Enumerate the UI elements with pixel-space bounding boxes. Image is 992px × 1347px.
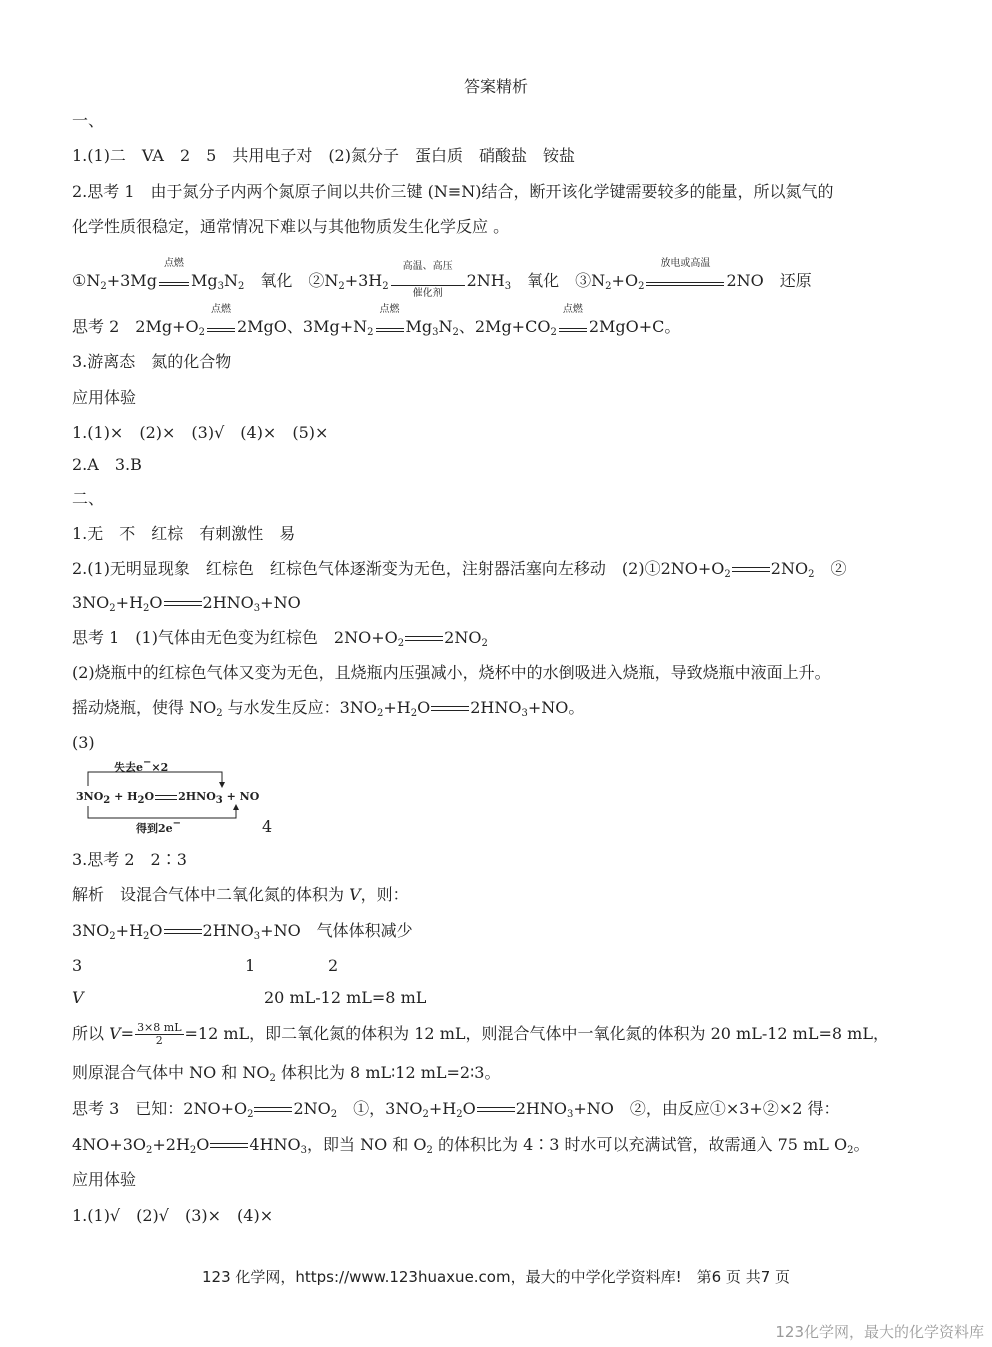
page-title: 答案精析 [463, 77, 528, 96]
answer-line: 思考 3 已知：$2NO+O_2$ $2NO_2$ ①，$3NO_2+H_2O$ $2HNO_3+NO$ ②，由反应①×3+②×2 得： [72, 1099, 840, 1120]
condition-label: 点燃 [163, 258, 184, 269]
equals-sign [210, 1143, 248, 1148]
text-fragment: 得到2e [136, 822, 173, 835]
reaction-arrow [646, 258, 724, 286]
answer-number: 4 [262, 817, 273, 836]
text-fragment: + NO [222, 790, 260, 803]
condition-label: 点燃 [562, 304, 583, 315]
text-fragment: 2.(1)无明显现象 红棕色 红棕色气体逐渐变为无色，注射器活塞向左移动 (2)①2NO+O [72, 559, 725, 578]
diagram-top-label: 失去e−×2 [114, 757, 169, 774]
text-fragment: ×2 [151, 761, 169, 774]
text-fragment: +2H [152, 1135, 190, 1154]
answer-line: $3NO_2+H_2O$ $2HNO_3+NO$ [72, 593, 301, 614]
condition-label: 点燃 [379, 304, 400, 315]
watermark: 123化学网，最大的化学资料库 [775, 1323, 984, 1341]
condition-label: 点燃 [210, 304, 231, 315]
text-fragment: 则原混合气体中 NO 和 NO [72, 1063, 270, 1082]
answer-line: 2.(1)无明显现象 红棕色 红棕色气体逐渐变为无色，注射器活塞向左移动 $(2)①2NO+O_2$ $2NO_2$ ② [72, 559, 847, 580]
text-fragment: N [438, 317, 453, 336]
text-fragment: 2HNO [202, 921, 254, 940]
text-fragment: 2HNO [202, 593, 254, 612]
answer-line: 1.(1)二 VA 2 5 共用电子对 (2)氮分子 蛋白质 硝酸盐 铵盐 [72, 146, 575, 165]
reversible-arrow [391, 261, 465, 299]
text-fragment: 氧化 ②N [244, 271, 339, 290]
text-fragment: ② [814, 559, 847, 578]
answer-line: 1.(1)× (2)× (3)√ (4)× (5)× [72, 423, 329, 442]
subscript: 2 [100, 281, 107, 292]
text-fragment: ，则： [360, 885, 409, 904]
condition-label: 高温、高压 [402, 261, 453, 272]
variable-v: V [72, 988, 84, 1007]
diagram-bottom-label: 得到2e− [136, 818, 182, 835]
answer-line: 3.思考 2 2∶3 [72, 850, 187, 869]
diagram-equation: $3NO_2 + H_2O$ $2HNO_3$ + NO [76, 790, 260, 806]
variable: V [349, 885, 361, 904]
text-fragment: 失去e [114, 761, 143, 774]
text-fragment: Mg [405, 317, 433, 336]
text-fragment: O [196, 1135, 210, 1154]
text-fragment: Mg [190, 271, 218, 290]
equals-sign [254, 1107, 292, 1112]
reaction-line: $①N_2+3Mg$ 点燃 $Mg_3N_2$ 氧化 $②N_2+3H_2$ 高温、高压 催化剂 $2NH_3$ 氧化 $③N_2+O_2$ 放电或高温 2NO 还原 [72, 258, 812, 299]
text-fragment: 3NO [72, 593, 110, 612]
equals-sign [431, 706, 469, 711]
text-fragment: N [223, 271, 238, 290]
subheading: 应用体验 [72, 1170, 137, 1189]
text-fragment: O [462, 1099, 476, 1118]
text-fragment: 2MgO+C。 [588, 317, 681, 336]
text-fragment: +NO [260, 593, 301, 612]
text-fragment: 2NO [770, 559, 809, 578]
text-fragment: 2HNO [178, 790, 216, 803]
reaction-arrow [159, 258, 189, 286]
ratio-3: 3 [72, 956, 83, 975]
text-fragment: 的体积比为 4∶3 时水可以充满试管，故需通入 75 mL O [432, 1135, 848, 1154]
text-fragment: O [144, 790, 155, 803]
text-fragment: ，即当 NO 和 O [307, 1135, 427, 1154]
text-fragment: 4HNO [249, 1135, 301, 1154]
text-fragment: 思考 3 已知：2NO+O [72, 1099, 248, 1118]
answer-line: (2)烧瓶中的红棕色气体又变为无色，且烧瓶内压强减小，烧杯中的水倒吸进入烧瓶，导致烧瓶中液面上升。 [72, 663, 831, 682]
text-fragment: +H [383, 698, 411, 717]
text-fragment: +H [115, 593, 144, 612]
text-fragment: 与水发生反应：3NO [222, 698, 377, 717]
answer-line: 化学性质很稳定，通常情况下难以与其他物质发生化学反应 。 [72, 217, 510, 236]
fraction-denominator: 2 [155, 1034, 163, 1047]
text-fragment: 2HNO [470, 698, 522, 717]
page-footer: 123 化学网，https://www.123huaxue.com，最大的中学化学资料库! 第6 页 共7 页 [201, 1268, 791, 1286]
reaction-arrow [376, 304, 404, 332]
text-fragment: 氧化 ③N [511, 271, 606, 290]
text-fragment: =12 mL，即二氧化氮的体积为 12 mL，则混合气体中一氧化氮的体积为 20 mL-12 mL=8 mL， [184, 1024, 889, 1043]
answer-line [72, 1022, 889, 1047]
equals-sign [164, 929, 202, 934]
answer-line: 思考 1 (1)气体由无色变为红棕色 $2NO+O_2$ $2NO_2$ [72, 628, 488, 649]
answer-line: $4NO+3O_2+2H_2O$ $4HNO_3$，即当 NO 和 $O_2$ 的体积比为 4∶3 时水可以充满试管，故需通入 75 mL $O_2$。 [72, 1135, 870, 1156]
ratio-1: 1 [245, 956, 256, 975]
text-fragment: 摇动烧瓶，使得 NO [72, 698, 217, 717]
answer-line: (3) [72, 733, 95, 752]
answer-line: 摇动烧瓶，使得 $NO_2$ 与水发生反应：$3NO_2+H_2O$ $2HNO_3+NO$。 [72, 698, 585, 719]
subheading: 应用体验 [72, 388, 137, 407]
equals-sign [477, 1107, 515, 1112]
text-fragment: O [149, 921, 163, 940]
answer-line: 1.无 不 红棕 有刺激性 易 [72, 524, 296, 543]
text-fragment: 。 [853, 1135, 870, 1154]
text-fragment: 4NO+3O [72, 1135, 146, 1154]
ratio-2: 2 [328, 956, 339, 975]
volume-diff: 20 mL-12 mL=8 mL [264, 988, 427, 1007]
text-fragment: 所以 [72, 1024, 110, 1043]
answer-line: 1.(1)√ (2)√ (3)× (4)× [72, 1206, 274, 1225]
section-heading-1: 一、 [72, 111, 105, 130]
text-fragment: +H [428, 1099, 457, 1118]
equals-sign [732, 567, 770, 572]
text-fragment: ①N [72, 271, 101, 290]
equals-sign [405, 636, 443, 641]
answer-line: 2.思考 1 由于氮分子内两个氮原子间以共价三键 (N≡N)结合，断开该化学键需要较多的能量，所以氮气的 [72, 182, 834, 201]
text-fragment: 思考 1 (1)气体由无色变为红棕色 2NO+O [72, 628, 398, 647]
variable: V [109, 1024, 121, 1043]
text-fragment: +H [115, 921, 144, 940]
text-fragment: +O [611, 271, 639, 290]
equals-sign [155, 795, 177, 800]
answer-line: 2.A 3.B [72, 455, 142, 474]
text-fragment: 思考 2 2Mg+O [72, 317, 199, 336]
text-fragment: +NO 气体体积减少 [260, 921, 413, 940]
condition-label: 催化剂 [412, 288, 443, 299]
fraction [135, 1022, 183, 1047]
text-fragment: 体积比为 8 mL∶12 mL=2∶3。 [275, 1063, 501, 1082]
text-fragment: ①，3NO [337, 1099, 423, 1118]
text-fragment: 2MgO、3Mg+N [236, 317, 368, 336]
text-fragment: +3Mg [106, 271, 157, 290]
text-fragment: +NO。 [527, 698, 585, 717]
answer-line: 则原混合气体中 NO 和 $NO_2$ 体积比为 8 mL∶12 mL=2∶3。 [72, 1063, 501, 1084]
text-fragment: 2HNO [515, 1099, 567, 1118]
text-fragment: 3NO [72, 921, 110, 940]
condition-label: 放电或高温 [660, 258, 711, 269]
text-fragment: + H [110, 790, 138, 803]
answer-line: 3.游离态 氮的化合物 [72, 352, 232, 371]
text-fragment: 2NH [466, 271, 505, 290]
text-fragment: O [417, 698, 431, 717]
text-fragment: 、2Mg+CO [458, 317, 551, 336]
text-fragment: +NO ②，由反应①×3+②×2 得： [573, 1099, 840, 1118]
reaction-arrow [559, 304, 587, 332]
text-fragment: 2NO 还原 [726, 271, 812, 290]
text-fragment: 3NO [76, 790, 104, 803]
text-fragment: O [149, 593, 163, 612]
equals-sign [164, 601, 202, 606]
text-fragment: 解析 设混合气体中二氧化氮的体积为 [72, 885, 350, 904]
fraction-numerator: 3×8 mL [137, 1021, 182, 1034]
text-fragment: 2NO [444, 628, 482, 647]
answer-line [72, 884, 409, 906]
text-fragment: +3H [344, 271, 383, 290]
reaction-line: 思考 2 $2Mg+O_2$ 点燃 2MgO、$3Mg+N_2$ 点燃 $Mg_3N_2$、$2Mg+CO_2$ 点燃 2MgO+C。 [72, 304, 681, 338]
text-fragment: 2NO [293, 1099, 331, 1118]
answer-line: $3NO_2+H_2O$ $2HNO_3+NO$ 气体体积减少 [72, 921, 413, 942]
section-heading-2: 二、 [72, 489, 105, 508]
reaction-arrow [207, 304, 235, 332]
text-fragment: = [120, 1024, 135, 1043]
